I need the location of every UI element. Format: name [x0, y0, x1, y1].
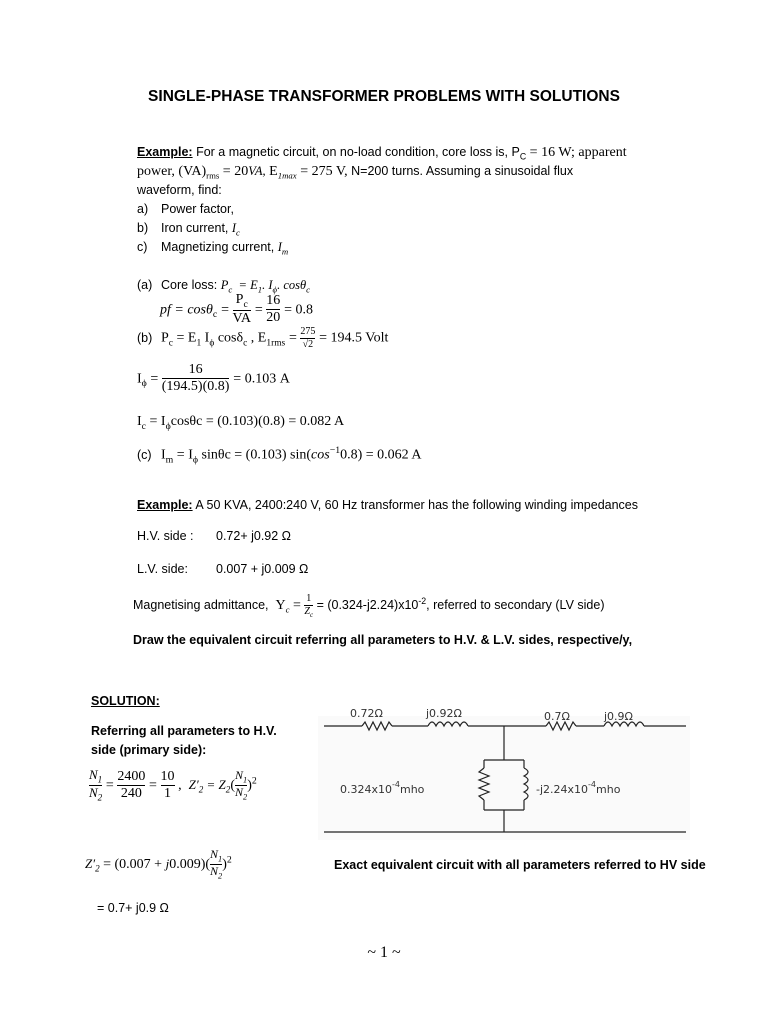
iphi-num: 16 [188, 362, 203, 377]
im-result: 0.8) = 0.062 A [340, 447, 422, 463]
list-text: Magnetizing current, [161, 240, 278, 254]
adm-lhs-sub: c [285, 604, 290, 615]
n2-sub: 2 [97, 792, 103, 803]
b-value: -j2.24x10 [536, 783, 589, 796]
solution-intro-2: side (primary side): [91, 743, 207, 757]
z2-eq-sub: 2 [225, 784, 231, 795]
ratio-lhs [89, 768, 102, 803]
z2-ratio: $\frac{N_1}{N_2}$ [235, 768, 248, 802]
solution-c-marker: (c) [137, 447, 152, 462]
pf-lhs-sub: c [212, 309, 218, 321]
iphi-equation: $I_\phi$ = $\frac{16}{(194.5)(0.8)}$ = 0.103 A [137, 362, 290, 395]
hv-label: H.V. side : [137, 529, 194, 543]
x1-label: j0.92Ω [426, 707, 462, 720]
e1rms-symbol: , E [247, 330, 267, 346]
iphi-result: = 0.103 A [233, 371, 290, 387]
example2-label: Example: [137, 498, 193, 512]
va-unit: VA, [248, 164, 266, 178]
example1-line3: waveform, find: [137, 183, 222, 197]
n2: N [89, 785, 98, 801]
ratio-equation: $\frac{N_1}{N_2}$ = $\frac{2400}{240}$ = $\frac{10}{1}$ , $Z'_2 = Z_2$( $\frac{N_1}{N_2}$ )$^2$ [89, 767, 257, 803]
e1-text: E [265, 164, 278, 179]
example2-line1 [137, 496, 638, 515]
ratio-num2: 10 [160, 768, 175, 784]
pf-num1: P [235, 292, 244, 307]
example1-text: For a magnetic circuit, on no-load condition, core loss is, P [196, 145, 520, 159]
ratio-den2: 1 [161, 785, 175, 802]
e1rms-fraction [300, 326, 315, 350]
admittance-line: Magnetising admittance, $Y_c$ = $\frac{1}{Z_c}$ = $(0.324-j2.24)x10^{-2}$, referred to secondary (LV side) [133, 593, 605, 619]
b-label [536, 780, 621, 796]
n1: N [89, 767, 98, 782]
pc-sub: c [168, 338, 173, 349]
solution-a-marker: (a) [137, 278, 153, 292]
r2-label: 0.7Ω [544, 710, 570, 723]
adm-fraction [304, 593, 313, 619]
lv-value: 0.007 + j0.009 Ω [216, 562, 309, 576]
r1-label: 0.72Ω [350, 707, 383, 720]
g-sup: -4 [392, 780, 400, 789]
solution-intro-1: Referring all parameters to H.V. [91, 724, 277, 738]
z2-prefix: = (0.007 + [99, 856, 166, 872]
e1rms-sub: 1rms [266, 338, 286, 349]
pf-num1-sub: c [243, 298, 248, 310]
e1-sub: 1max [277, 170, 297, 181]
adm-lhs: Y [275, 598, 286, 614]
list-marker: b) [137, 221, 149, 235]
ic-rest: cosθc = (0.103)(0.8) = 0.082 A [170, 414, 345, 429]
pf-fraction-2 [266, 293, 280, 326]
solution-a-text: Core loss: [161, 278, 221, 292]
list-math-sub: c [236, 227, 240, 238]
e1-symbol: = E [235, 278, 258, 292]
list-text: Iron current, [161, 221, 232, 235]
pf-result: = 0.8 [284, 302, 314, 318]
iphi-fraction [162, 362, 230, 395]
list-text: Power factor, [161, 202, 234, 216]
im-eq: = I [173, 447, 193, 463]
adm-den: Z [304, 605, 310, 617]
im-sub: m [165, 454, 174, 466]
adm-label: Magnetising admittance, [133, 598, 269, 613]
b-sup: -4 [588, 780, 597, 789]
example1-label: Example: [137, 145, 193, 159]
circuit-caption: Exact equivalent circuit with all parameters referred to HV side [334, 858, 706, 872]
im-sin: sinθc = (0.103) sin( [198, 447, 312, 463]
e1rms-den: √2 [300, 338, 315, 351]
pc-symbol: P [220, 278, 229, 292]
list-math: I [231, 221, 237, 235]
solution-a-line1: (a) Core loss: $P_c = E_1$. $I_\phi$. cosθ$_c$ [137, 278, 311, 295]
z2-equation: $Z'_2 = (0.007 + j0.009)$( $\frac{N_1}{N_2}$ )$^2$ [85, 847, 232, 881]
z2-prime: Z′ [188, 776, 199, 792]
pf-den2: 20 [266, 310, 281, 326]
list-marker: c) [137, 240, 148, 254]
cos-symbol: . cosθ [277, 278, 307, 292]
im-equation: (c) $I_m = I_\phi$ sinθc = (0.103) $\sin(\cos^{-1}0.8) = 0.062$ A [137, 445, 422, 466]
pf-num2: 16 [266, 292, 281, 308]
list-math: I [277, 240, 282, 254]
solution-b-line1: (b) $P_c = E_1$ $I_\phi$ cosδ$_c$ , $E_{1rms}$ = $\frac{275}{√2}$ = 194.5 Volt [137, 326, 389, 350]
e1rms-num: 275 [300, 326, 316, 337]
e1-symbol: = E [173, 330, 197, 346]
e1-value: = 275 V, [296, 164, 348, 179]
draw-instruction: Draw the equivalent circuit referring all parameters to H.V. & L.V. sides, respective/y, [133, 633, 633, 647]
pc-sub: C [519, 151, 527, 162]
page-number: ~ 1 ~ [367, 944, 401, 961]
solution-b-marker: (b) [137, 330, 153, 345]
e1rms-result: = 194.5 Volt [319, 330, 389, 346]
z2-prime: Z′ [85, 855, 96, 871]
g-value: 0.324x10 [340, 783, 392, 796]
im-cos-sup: −1 [329, 445, 341, 456]
lv-label: L.V. side: [137, 562, 188, 576]
z2-prime-sub: 2 [198, 784, 204, 795]
pc-symbol-sub: c [228, 284, 233, 295]
iphi-symbol: . I [262, 278, 273, 292]
x2-label: j0.9Ω [604, 710, 633, 723]
z2-mid: 0.009)( [169, 856, 211, 872]
pc-value: = 16 W; apparent [526, 145, 627, 160]
z2-eq: = Z [203, 776, 226, 792]
va-text: power, (VA) [137, 164, 207, 179]
pf-lhs: pf = cosθ [160, 302, 213, 318]
adm-sup: -2 [418, 596, 427, 606]
ratio-den: 240 [117, 785, 145, 802]
iphi-den: (194.5)(0.8) [161, 379, 230, 395]
z2-j: j [165, 855, 170, 871]
ratio-frac-2 [161, 769, 175, 802]
page-title: SINGLE-PHASE TRANSFORMER PROBLEMS WITH SOLUTIONS [148, 88, 620, 105]
pf-equation: pf = cosθ$_c$ = $\frac{P_c}{VA}$ = $\frac{16}{20}$ = 0.8 [160, 292, 314, 327]
list-item-c [137, 238, 288, 262]
example1-turns: N=200 turns. Assuming a sinusoidal flux [347, 164, 574, 178]
va-sub: rms [206, 170, 220, 181]
im-cos: cos [311, 447, 330, 463]
pf-den1: VA [232, 311, 251, 327]
adm-value: = (0.324-j2.24)x10 [316, 598, 419, 613]
pc-symbol: P [161, 330, 169, 346]
solution-heading: SOLUTION: [91, 694, 160, 708]
pf-fraction-1 [233, 292, 251, 327]
list-marker: a) [137, 202, 149, 216]
z2-result: = 0.7+ j0.9 Ω [97, 901, 169, 915]
ratio-frac-1 [117, 769, 145, 802]
g-label [340, 780, 425, 796]
va-eq: = 20 [219, 164, 249, 179]
equivalent-circuit-diagram [318, 700, 690, 840]
ic-equation: $I_c = I_\phi\cos\theta c = (0.103)(0.8) = 0.082$ A [137, 414, 345, 432]
ic-eq: = I [146, 414, 166, 429]
g-unit: mho [399, 783, 425, 796]
ratio-num: 2400 [117, 768, 146, 784]
hv-value: 0.72+ j0.92 Ω [216, 529, 292, 543]
list-math-sub: m [281, 246, 289, 257]
adm-den-sub: c [309, 610, 314, 619]
im-symbol: I [161, 447, 166, 463]
adm-tail: , referred to secondary (LV side) [426, 598, 605, 613]
b-unit: mho [596, 783, 621, 796]
adm-num: 1 [306, 593, 312, 605]
example2-text: A 50 KVA, 2400:240 V, 60 Hz transformer has the following winding impedances [192, 498, 639, 512]
cos-delta: cosδ [214, 330, 244, 346]
z2-ratio: $\frac{N_1}{N_2}$ [210, 847, 223, 881]
n1-sub: 1 [97, 774, 103, 785]
iphi-symbol: I [201, 330, 210, 346]
list-item-a [137, 200, 234, 219]
z2-prime-sub: 2 [95, 863, 100, 874]
